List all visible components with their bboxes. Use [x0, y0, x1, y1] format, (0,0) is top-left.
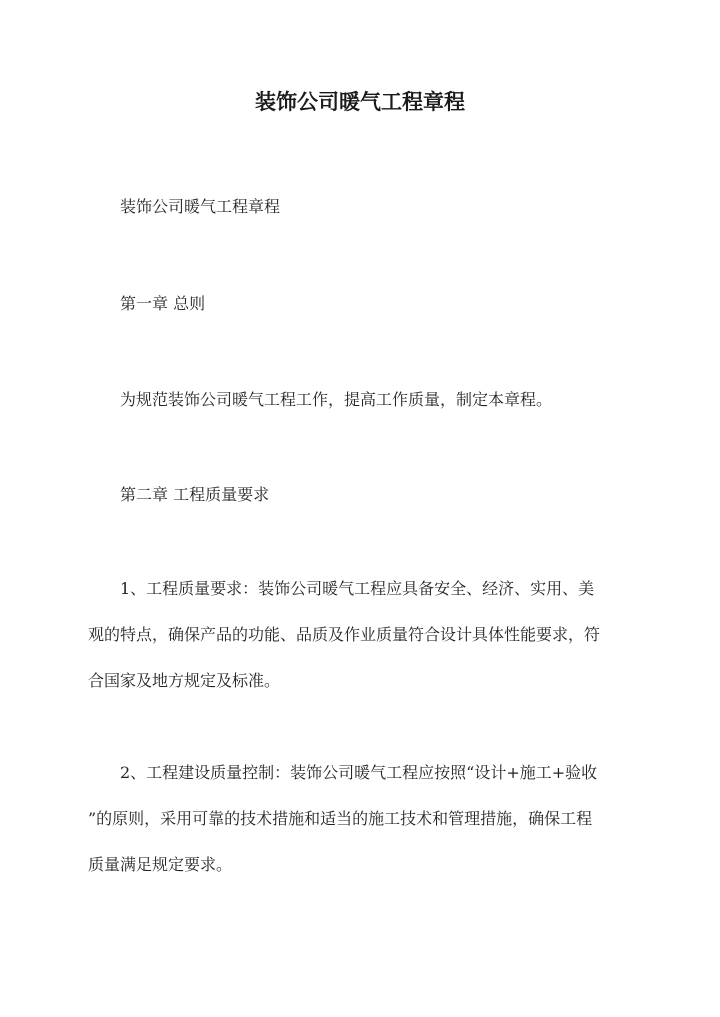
- item2-line-3: 质量满足规定要求。: [88, 855, 233, 874]
- item2-line-2: ”的原则，采用可靠的技术措施和适当的施工技术和管理措施，确保工程: [88, 809, 593, 828]
- purpose-paragraph: 为规范装饰公司暖气工程工作，提高工作质量，制定本章程。: [120, 390, 553, 409]
- item1-line-3: 合国家及地方规定及标准。: [88, 671, 281, 690]
- quality-requirement-item: [88, 566, 633, 704]
- chapter-two-heading: 第二章 工程质量要求: [120, 485, 270, 504]
- document-title: 装饰公司暖气工程章程: [255, 89, 465, 114]
- chapter-one-heading: 第一章 总则: [120, 294, 206, 313]
- subtitle-paragraph: 装饰公司暖气工程章程: [120, 197, 281, 216]
- item1-line-1: 1、工程质量要求：装饰公司暖气工程应具备安全、经济、实用、美: [120, 579, 595, 598]
- item2-line-1: 2、工程建设质量控制：装饰公司暖气工程应按照“设计+施工+验收: [120, 763, 598, 782]
- quality-control-item: [88, 750, 633, 888]
- item1-line-2: 观的特点，确保产品的功能、品质及作业质量符合设计具体性能要求，符: [88, 625, 601, 644]
